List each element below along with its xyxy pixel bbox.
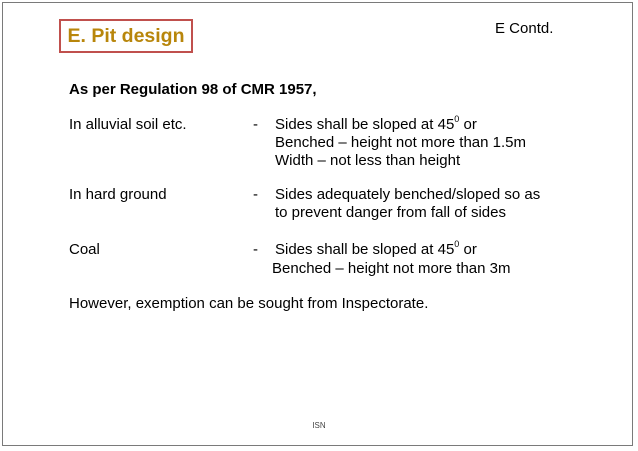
hard-ground-rule-line2: to prevent danger from fall of sides [275,204,506,221]
slide-frame [2,2,633,446]
alluvial-rule-line2: Benched – height not more than 1.5m [275,134,527,151]
alluvial-degree-sup: 0 [454,114,460,124]
hard-ground-rule-line1: Sides adequately benched/sloped so as [275,186,541,203]
row-dash-hard-ground: - [253,186,258,203]
coal-rule-line1-text: Sides shall be sloped at 45 [275,241,455,258]
regulation-heading: As per Regulation 98 of CMR 1957, [69,81,317,98]
coal-rule-line2: Benched – height not more than 3m [272,260,511,277]
slide-title: E. Pit design [67,24,185,47]
coal-degree-sup: 0 [454,239,460,249]
exemption-note: However, exemption can be sought from Inspectorate. [69,295,429,312]
coal-rule-line1-end: or [459,241,477,258]
footer-initials: ISN [312,421,326,430]
row-dash-coal: - [253,241,258,258]
alluvial-rule-line1 [275,116,477,134]
alluvial-rule-line3: Width – not less than height [275,152,461,169]
row-label-alluvial: In alluvial soil etc. [69,116,187,133]
alluvial-rule-line1-text: Sides shall be sloped at 45 [275,116,455,133]
slide-title-box [59,19,193,53]
alluvial-rule-line1-end: or [459,116,477,133]
row-dash-alluvial: - [253,116,258,133]
continuation-label: E Contd. [495,20,554,37]
row-label-coal: Coal [69,241,100,258]
coal-rule-line1 [275,241,477,259]
row-label-hard-ground: In hard ground [69,186,167,203]
